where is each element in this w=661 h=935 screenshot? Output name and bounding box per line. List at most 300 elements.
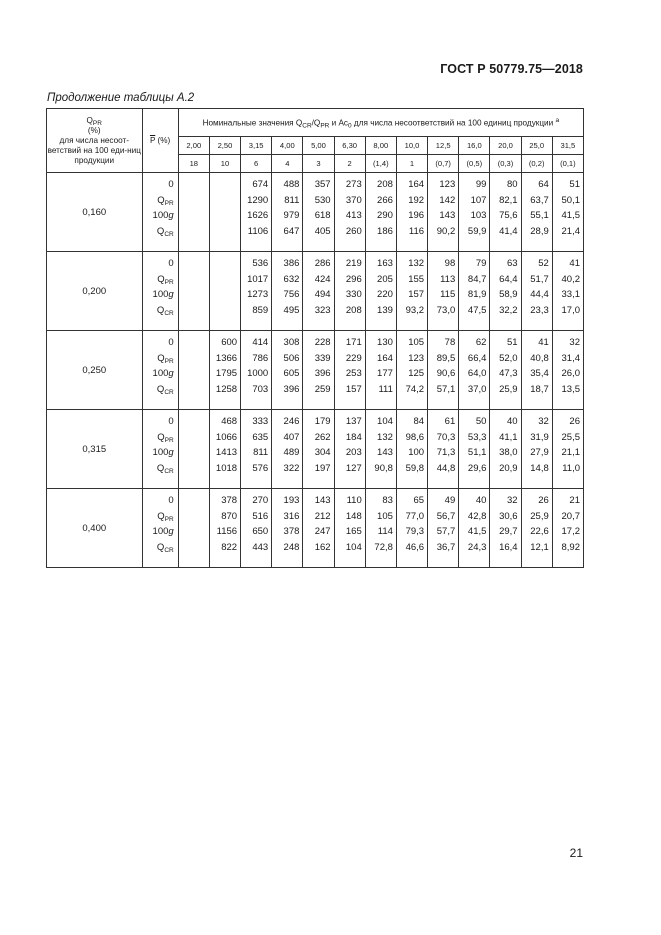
cell-value: 62 <box>475 337 487 348</box>
cell-value <box>179 177 206 193</box>
cell-value: 378 <box>221 495 238 506</box>
cell-value <box>210 272 237 288</box>
cell-value <box>179 335 206 351</box>
cell-value: 632 <box>283 273 300 285</box>
qpr-value-cell: 0,400 <box>47 489 143 568</box>
value-cell <box>365 252 396 331</box>
value-cell <box>209 173 240 252</box>
table-row <box>47 410 584 489</box>
cell-value: 105 <box>377 510 393 522</box>
row-label: 0 <box>168 416 174 427</box>
cell-value: 165 <box>345 526 362 537</box>
cell-value: 822 <box>221 541 238 553</box>
cell-value: 44,8 <box>436 462 456 474</box>
cell-value: 266 <box>377 194 393 206</box>
cell-value: 57,7 <box>436 526 456 537</box>
cell-value <box>210 193 237 209</box>
cell-value: 41 <box>538 337 549 348</box>
cell-value: 103 <box>470 210 487 221</box>
value-cell <box>459 173 490 252</box>
ratio-cell: 31,5 <box>552 137 583 155</box>
cell-value: 396 <box>314 368 331 379</box>
cell-value: 618 <box>314 210 331 221</box>
cell-value: 40,8 <box>530 352 549 364</box>
value-cell <box>490 410 521 489</box>
value-cell <box>365 489 396 568</box>
cell-value <box>210 177 237 193</box>
cell-value: 203 <box>345 447 362 458</box>
row-labels-cell <box>142 252 178 331</box>
cell-value: 296 <box>345 273 362 285</box>
cell-value: 196 <box>408 210 425 221</box>
cell-value: 155 <box>408 273 425 285</box>
row-label: $Q_{PR}$ <box>157 273 174 286</box>
cell-value <box>179 382 206 398</box>
cell-value: 63,7 <box>530 194 549 206</box>
cell-value: 22,6 <box>530 526 549 537</box>
row-label: 100g <box>152 526 174 537</box>
cell-value <box>179 193 206 209</box>
cell-value: 208 <box>345 304 362 316</box>
cell-value: 40,2 <box>561 273 580 285</box>
cell-value: 1626 <box>247 210 269 221</box>
value-cell <box>303 252 334 331</box>
cell-value: 1258 <box>215 383 238 395</box>
value-cell <box>428 331 459 410</box>
cell-value <box>179 303 206 319</box>
cell-value: 979 <box>283 210 300 221</box>
cell-value: 270 <box>252 495 269 506</box>
cell-value: 157 <box>345 383 362 395</box>
cell-value: 330 <box>345 289 362 300</box>
cell-value: 164 <box>408 179 425 190</box>
ratio-cell: 20,0 <box>490 137 521 155</box>
cell-value: 495 <box>283 304 300 316</box>
cell-value: 66,4 <box>467 352 487 364</box>
cell-value: 703 <box>252 383 269 395</box>
ac-cell: (1,4) <box>365 155 396 173</box>
value-cell <box>334 410 365 489</box>
cell-value: 41,5 <box>467 526 487 537</box>
cell-value: 64,0 <box>467 368 487 379</box>
cell-value: 1066 <box>215 431 238 443</box>
cell-value: 44,4 <box>530 289 549 300</box>
cell-value <box>179 540 206 556</box>
cell-value: 870 <box>221 510 238 522</box>
cell-value: 177 <box>377 368 393 379</box>
cell-value: 494 <box>314 289 331 300</box>
ac-cell: (0,3) <box>490 155 521 173</box>
cell-value: 99 <box>475 179 487 190</box>
value-cell <box>552 489 583 568</box>
row-labels-cell <box>142 489 178 568</box>
cell-value: 17,0 <box>561 304 580 316</box>
cell-value: 171 <box>345 337 362 348</box>
cell-value <box>210 303 237 319</box>
row-label: $Q_{CR}$ <box>156 462 174 475</box>
row-label: 100g <box>152 210 174 221</box>
cell-value: 489 <box>283 447 300 458</box>
ratio-cell: 5,00 <box>303 137 334 155</box>
cell-value: 184 <box>345 431 362 443</box>
cell-value: 64 <box>538 179 549 190</box>
cell-value: 333 <box>252 416 269 427</box>
ac-cell: 4 <box>272 155 303 173</box>
cell-value: 1366 <box>215 352 238 364</box>
cell-value: 859 <box>252 304 269 316</box>
cell-value: 90,6 <box>436 368 456 379</box>
cell-value: 127 <box>345 462 362 474</box>
value-cell <box>428 252 459 331</box>
value-cell <box>209 252 240 331</box>
value-cell <box>365 410 396 489</box>
cell-value: 40 <box>475 495 487 506</box>
cell-value: 59,9 <box>467 225 487 237</box>
cell-value: 229 <box>345 352 362 364</box>
value-cell <box>552 410 583 489</box>
cell-value: 56,7 <box>436 510 456 522</box>
value-cell <box>303 410 334 489</box>
value-cell <box>334 331 365 410</box>
cell-value: 100 <box>408 447 425 458</box>
value-cell <box>303 489 334 568</box>
ratio-cell: 3,15 <box>241 137 272 155</box>
cell-value: 105 <box>408 337 425 348</box>
row-labels-cell <box>142 173 178 252</box>
cell-value: 600 <box>221 337 238 348</box>
cell-value: 46,6 <box>405 541 425 553</box>
cell-value: 74,2 <box>405 383 425 395</box>
value-cell <box>396 410 427 489</box>
cell-value: 132 <box>408 258 425 269</box>
cell-value: 386 <box>283 258 300 269</box>
table-title-cell: Номинальные значения $Q_{CR}/Q_{PR}$ и $Ac_0$ для числа несоответствий на 100 единиц продукции $^a$ <box>178 109 583 137</box>
ratio-cell: 2,50 <box>209 137 240 155</box>
cell-value: 50,1 <box>561 194 580 206</box>
cell-value: 52 <box>538 258 549 269</box>
cell-value: 576 <box>252 462 269 474</box>
cell-value: 79 <box>475 258 487 269</box>
row-label: $Q_{PR}$ <box>157 194 174 207</box>
cell-value: 104 <box>377 416 393 427</box>
value-cell <box>365 173 396 252</box>
cell-value: 1106 <box>247 225 269 237</box>
cell-value: 50 <box>475 416 487 427</box>
cell-value: 304 <box>314 447 331 458</box>
ac-cell: 10 <box>209 155 240 173</box>
cell-value: 1413 <box>215 447 238 458</box>
cell-value: 24,3 <box>467 541 487 553</box>
cell-value: 28,9 <box>530 225 549 237</box>
value-cell <box>521 331 552 410</box>
cell-value: 260 <box>345 225 362 237</box>
cell-value: 488 <box>283 179 300 190</box>
value-cell <box>178 331 209 410</box>
qpr-value-cell: 0,160 <box>47 173 143 252</box>
cell-value <box>179 445 206 461</box>
value-cell <box>428 410 459 489</box>
cell-value: 52,0 <box>499 352 518 364</box>
cell-value: 143 <box>314 495 331 506</box>
table-row <box>47 331 584 410</box>
cell-value: 41,1 <box>499 431 518 443</box>
cell-value: 26 <box>569 416 580 427</box>
cell-value: 59,8 <box>405 462 425 474</box>
cell-value: 32 <box>569 337 580 348</box>
cell-value: 396 <box>283 383 300 395</box>
row-labels-cell <box>142 410 178 489</box>
value-cell <box>241 173 272 252</box>
cell-value: 20,9 <box>499 462 518 474</box>
cell-value: 193 <box>283 495 300 506</box>
cell-value: 635 <box>252 431 269 443</box>
cell-value <box>179 509 206 525</box>
document-standard-header: ГОСТ Р 50779.75—2018 <box>440 62 583 76</box>
value-cell <box>396 489 427 568</box>
cell-value: 30,6 <box>499 510 518 522</box>
row-label: $Q_{CR}$ <box>156 541 174 554</box>
value-cell <box>552 173 583 252</box>
cell-value: 107 <box>470 194 487 206</box>
cell-value: 32 <box>538 416 549 427</box>
cell-value: 111 <box>378 383 393 395</box>
cell-value: 93,2 <box>405 304 425 316</box>
qpr-value-cell: 0,250 <box>47 331 143 410</box>
ratio-cell: 6,30 <box>334 137 365 155</box>
row-label: 0 <box>168 337 174 348</box>
cell-value <box>179 208 206 224</box>
row-label: 0 <box>168 495 174 506</box>
value-cell <box>428 489 459 568</box>
cell-value: 61 <box>444 416 456 427</box>
cell-value: 57,1 <box>436 383 456 395</box>
value-cell <box>428 173 459 252</box>
ac-cell: 3 <box>303 155 334 173</box>
cell-value: 516 <box>252 510 269 522</box>
value-cell <box>303 173 334 252</box>
value-cell <box>459 410 490 489</box>
cell-value: 53,3 <box>467 431 487 443</box>
cell-value: 424 <box>314 273 331 285</box>
cell-value: 405 <box>314 225 331 237</box>
ac-cell: 18 <box>178 155 209 173</box>
value-cell <box>272 489 303 568</box>
cell-value: 113 <box>440 273 456 285</box>
cell-value: 756 <box>283 289 300 300</box>
cell-value: 162 <box>314 541 331 553</box>
row-label: 0 <box>168 258 174 269</box>
cell-value <box>210 287 237 303</box>
cell-value: 647 <box>283 225 300 237</box>
value-cell <box>241 489 272 568</box>
cell-value: 90,8 <box>374 462 393 474</box>
value-cell <box>521 252 552 331</box>
cell-value: 186 <box>377 225 393 237</box>
cell-value: 21,4 <box>561 225 580 237</box>
cell-value: 84,7 <box>467 273 487 285</box>
cell-value <box>179 524 206 540</box>
cell-value: 12,1 <box>530 541 549 553</box>
cell-value: 18,7 <box>530 383 549 395</box>
cell-value: 163 <box>377 258 393 269</box>
cell-value <box>210 208 237 224</box>
cell-value: 308 <box>283 337 300 348</box>
row-labels-cell <box>142 331 178 410</box>
ac-cell: 2 <box>334 155 365 173</box>
cell-value: 25,9 <box>530 510 549 522</box>
value-cell <box>178 173 209 252</box>
cell-value: 29,7 <box>499 526 518 537</box>
cell-value: 47,3 <box>499 368 518 379</box>
cell-value: 192 <box>408 194 425 206</box>
cell-value <box>179 461 206 477</box>
cell-value: 21 <box>569 495 580 506</box>
cell-value: 26,0 <box>561 368 580 379</box>
cell-value: 32 <box>507 495 518 506</box>
cell-value: 1018 <box>215 462 238 474</box>
row-label: 100g <box>152 368 174 379</box>
cell-value: 259 <box>314 383 331 395</box>
ac-cell: 6 <box>241 155 272 173</box>
cell-value: 81,9 <box>467 289 487 300</box>
value-cell <box>490 252 521 331</box>
row-label: 100g <box>152 447 174 458</box>
cell-value: 370 <box>345 194 362 206</box>
value-cell <box>178 252 209 331</box>
ratio-cell: 2,00 <box>178 137 209 155</box>
cell-value: 82,1 <box>499 194 518 206</box>
cell-value: 51,7 <box>530 273 549 285</box>
cell-value: 90,2 <box>436 225 456 237</box>
cell-value: 14,8 <box>530 462 549 474</box>
cell-value: 104 <box>345 541 362 553</box>
value-cell <box>396 252 427 331</box>
cell-value: 89,5 <box>436 352 456 364</box>
cell-value: 212 <box>314 510 331 522</box>
row-label: $Q_{CR}$ <box>156 225 174 238</box>
row-label: $Q_{PR}$ <box>157 352 174 365</box>
cell-value: 316 <box>283 510 300 522</box>
cell-value: 98,6 <box>405 431 425 443</box>
cell-value: 26 <box>538 495 549 506</box>
cell-value: 41,4 <box>499 225 518 237</box>
ac-cell: (0,2) <box>521 155 552 173</box>
value-cell <box>459 331 490 410</box>
row-label: $Q_{CR}$ <box>156 383 174 396</box>
cell-value: 13,5 <box>561 383 580 395</box>
cell-value: 11,0 <box>562 462 580 474</box>
cell-value: 197 <box>314 462 331 474</box>
value-cell <box>272 410 303 489</box>
cell-value: 164 <box>377 352 393 364</box>
cell-value: 16,4 <box>499 541 518 553</box>
cell-value: 811 <box>284 194 300 206</box>
value-cell <box>209 331 240 410</box>
value-cell <box>209 489 240 568</box>
cell-value: 148 <box>345 510 362 522</box>
table-row <box>47 489 584 568</box>
cell-value: 339 <box>314 352 331 364</box>
cell-value: 27,9 <box>530 447 549 458</box>
value-cell <box>521 410 552 489</box>
cell-value: 98 <box>444 258 456 269</box>
value-cell <box>490 489 521 568</box>
row-label: $Q_{PR}$ <box>157 431 174 444</box>
ac-cell: (0,5) <box>459 155 490 173</box>
value-cell <box>272 173 303 252</box>
cell-value: 114 <box>377 526 393 537</box>
cell-value: 142 <box>439 194 456 206</box>
ratio-cell: 4,00 <box>272 137 303 155</box>
cell-value: 1156 <box>216 526 238 537</box>
cell-value: 84 <box>413 416 425 427</box>
cell-value: 143 <box>439 210 456 221</box>
cell-value: 83 <box>382 495 393 506</box>
value-cell <box>459 252 490 331</box>
cell-value: 110 <box>346 495 362 506</box>
cell-value: 290 <box>377 210 393 221</box>
cell-value: 71,3 <box>436 447 456 458</box>
cell-value: 253 <box>345 368 362 379</box>
cell-value <box>210 256 237 272</box>
cell-value: 1795 <box>215 368 238 379</box>
cell-value <box>179 366 206 382</box>
cell-value: 247 <box>314 526 331 537</box>
cell-value: 323 <box>314 304 331 316</box>
cell-value <box>179 351 206 367</box>
cell-value: 58,9 <box>499 289 518 300</box>
cell-value: 357 <box>314 179 331 190</box>
value-cell <box>334 489 365 568</box>
cell-value: 51 <box>507 337 518 348</box>
cell-value: 413 <box>345 210 362 221</box>
cell-value: 49 <box>444 495 456 506</box>
cell-value: 137 <box>345 416 362 427</box>
cell-value: 41 <box>569 258 580 269</box>
cell-value <box>210 224 237 240</box>
cell-value: 47,5 <box>467 304 487 316</box>
page-number: 21 <box>569 846 583 860</box>
cell-value: 506 <box>283 352 300 364</box>
cell-value: 38,0 <box>499 447 518 458</box>
cell-value: 72,8 <box>374 541 393 553</box>
value-cell <box>490 173 521 252</box>
cell-value: 41,5 <box>561 210 580 221</box>
cell-value: 79,3 <box>405 526 425 537</box>
cell-value: 123 <box>439 179 456 190</box>
cell-value: 157 <box>408 289 425 300</box>
cell-value: 35,4 <box>530 368 549 379</box>
value-cell <box>521 173 552 252</box>
cell-value: 219 <box>345 258 362 269</box>
table-row <box>47 173 584 252</box>
cell-value: 468 <box>221 416 238 427</box>
cell-value: 605 <box>283 368 300 379</box>
cell-value: 205 <box>377 273 393 285</box>
cell-value <box>179 224 206 240</box>
qpr-header-description: для числа несоот-ветствий на 100 еди-ниц продукции <box>47 135 141 165</box>
cell-value <box>179 272 206 288</box>
cell-value: 143 <box>377 447 393 458</box>
cell-value: 8,92 <box>561 541 580 553</box>
cell-value: 786 <box>252 352 269 364</box>
cell-value: 322 <box>283 462 300 474</box>
value-cell <box>334 252 365 331</box>
ac-cell: 1 <box>396 155 427 173</box>
cell-value: 17,2 <box>561 526 580 537</box>
cell-value: 55,1 <box>530 210 549 221</box>
ratio-cell: 8,00 <box>365 137 396 155</box>
